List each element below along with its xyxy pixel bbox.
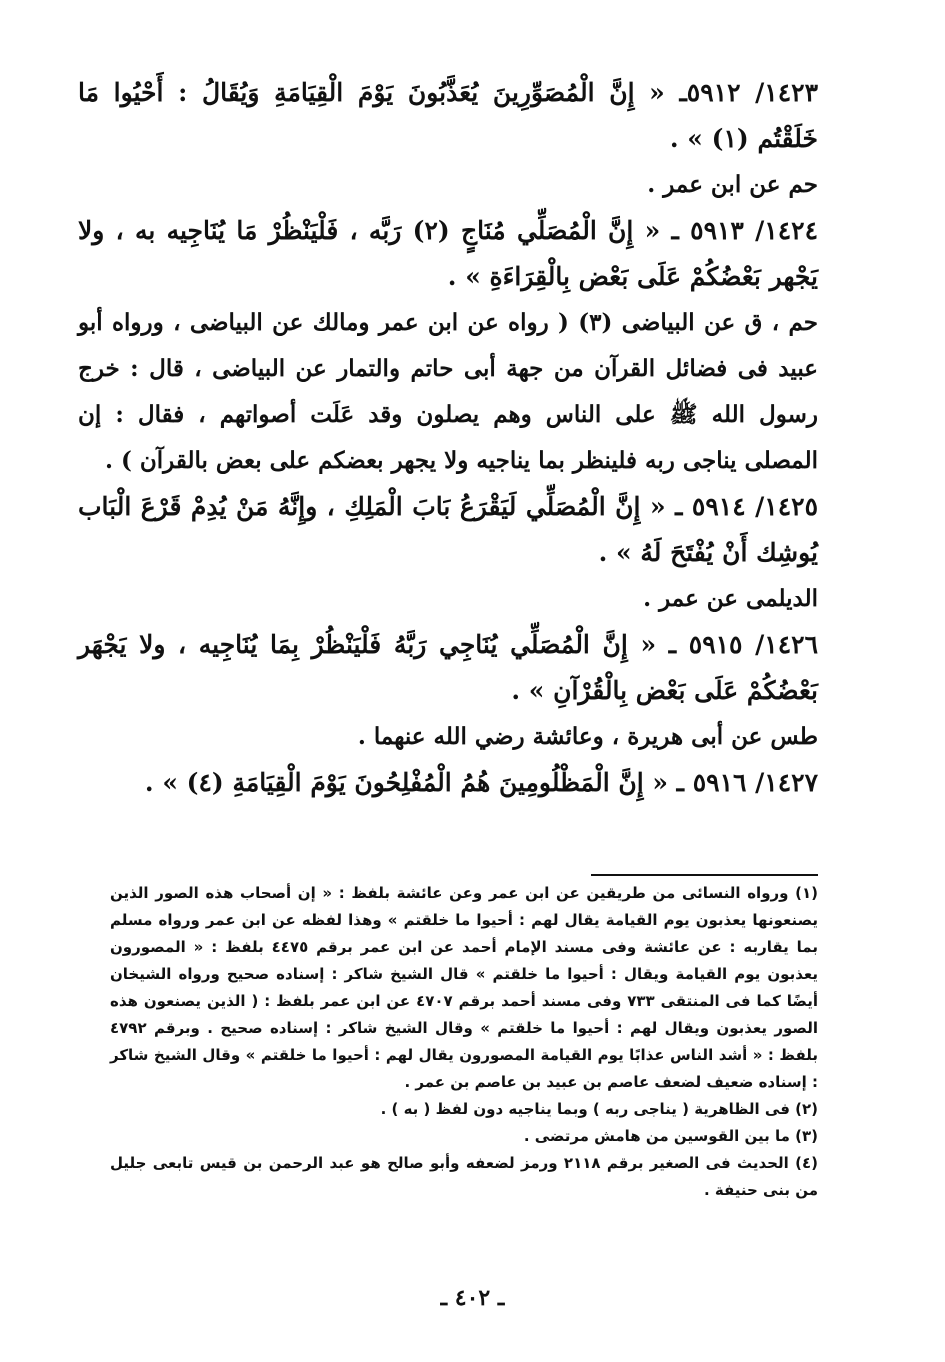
hadith-1427: ١٤٢٧/ ٥٩١٦ ـ « إِنَّ الْمَظْلُومِينَ هُمُ الْمُفْلِحُونَ يَوْمَ الْقِيَامَةِ (٤) » . [144, 768, 818, 797]
source-1425: الديلمى عن عمر . [643, 585, 818, 612]
footnote-2: (٢) فى الظاهرية ( يناجى ربه ) وبما يناجيه دون لفظ ( به ) . [380, 1100, 818, 1118]
source-1423: حم عن ابن عمر . [647, 171, 818, 198]
source-1424: حم ، ق عن البياضى (٣) ( رواه عن ابن عمر ومالك عن البياضى ، ورواه أبو عبيد فى فضائل القرآن من جهة أبى حاتم والتمار عن البياضى ، قال : خرج رسول الله ﷺ على الناس وهم يصلون وقد عَلَت أصواتهم ، فقال : إن المصلى يناجى ربه فلينظر بما يناجيه ولا يجهر بعضكم على بعض بالقرآن ) . [78, 309, 818, 474]
footnote-4: (٤) الحديث فى الصغير برقم ٢١١٨ ورمز لضعفه وأبو صالح هو عبد الرحمن بن قيس تابعى جليل من بنى حنيفة . [110, 1154, 818, 1199]
hadith-1423: ١٤٢٣/ ٥٩١٢ـ « إِنَّ الْمُصَوِّرِينَ يُعَذَّبُونَ يَوْمَ الْقِيَامَةِ وَيُقَالُ : أَحْيُوا مَا خَلَقْتُم (١) » . [78, 78, 818, 153]
hadith-1425: ١٤٢٥/ ٥٩١٤ ـ « إِنَّ الْمُصَلِّي لَيَقْرَعُ بَابَ الْمَلِكِ ، وإِنَّهُ مَنْ يُدِمْ قَرْعَ الْبَاب يُوشِك أَنْ يُفْتَحَ لَهُ » . [78, 492, 818, 567]
footnote-1: (١) ورواه النسائى من طريقين عن ابن عمر وعن عائشة بلفظ : « إن أصحاب هذه الصور الذين يصنعونها يعذبون يوم القيامة يقال لهم : أحيوا ما خلقتم » وهذا لفظه عن ابن عمر ورواه مسلم بما يقاربه : عن عائشة وفى مسند الإمام أحمد عن ابن عمر برقم ٤٤٧٥ بلفظ : « المصورون يعذبون يوم القيامة ويقال : أحيوا ما خلقتم » قال الشيخ شاكر : إسناده صحيح ورواه الشيخان أيضًا كما فى المنتقى ٧٣٣ وفى مسند أحمد برقم ٤٧٠٧ عن ابن عمر بلفظ : ( الذين يصنعون هذه الصور يعذبون ويقال لهم : أحيوا ما خلقتم » وقال الشيخ شاكر : إسناده صحيح . وبرقم ٤٧٩٢ بلفظ : « أشد الناس عذابًا يوم القيامة المصورون يقال لهم : أحيوا ما خلقتم » وقال الشيخ شاكر : إسناده ضعيف لضعف عاصم بن عبيد بن عاصم بن عمر . [110, 884, 818, 1091]
page-number: ـ ٤٠٢ ـ [440, 1285, 505, 1311]
source-1426: طس عن أبى هريرة ، وعائشة رضي الله عنهما . [357, 723, 818, 750]
footnotes [110, 880, 818, 1204]
hadith-1426: ١٤٢٦/ ٥٩١٥ ـ « إِنَّ الْمُصَلِّي يُنَاجِي رَبَّهُ فَلْيَنْظُرْ بِمَا يُنَاجِيه ، ولا يَجْهَر بَعْضُكُمْ عَلَى بَعْض بِالْقُرْآنِ » . [78, 630, 818, 705]
footnote-3: (٣) ما بين القوسين من هامش مرتضى . [523, 1127, 818, 1145]
hadith-1424: ١٤٢٤/ ٥٩١٣ ـ « إِنَّ الْمُصَلِّي مُنَاجٍ (٢) رَبَّه ، فَلْيَنْظُرْ مَا يُنَاجِيه به ، ولا يَجْهر بَعْضُكُمْ عَلَى بَعْض بِالْقِرَاءَةِ » . [78, 216, 818, 291]
main-text [78, 70, 818, 806]
footnote-separator [591, 874, 818, 876]
